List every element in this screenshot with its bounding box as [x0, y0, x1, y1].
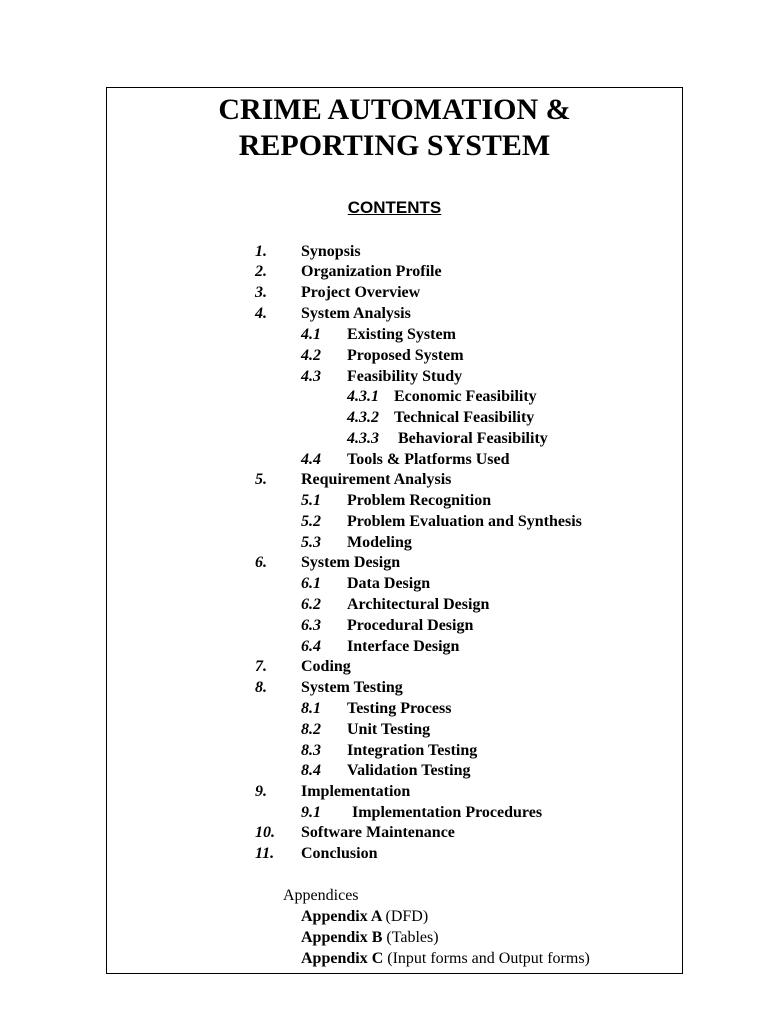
toc-number: 11.	[255, 845, 275, 862]
toc-label: Testing Process	[347, 700, 452, 717]
toc-number: 6.1	[301, 575, 321, 592]
toc-label: Synopsis	[301, 243, 361, 260]
toc-number: 10.	[255, 824, 275, 841]
appendix-detail: (Tables)	[386, 929, 439, 946]
title-line-1: CRIME AUTOMATION &	[218, 93, 571, 126]
appendix-entry	[301, 928, 439, 948]
toc-number: 5.2	[301, 513, 321, 530]
toc-number: 8.4	[301, 762, 321, 779]
toc-number: 8.1	[301, 700, 321, 717]
toc-number: 8.	[255, 679, 267, 696]
toc-label: Proposed System	[347, 347, 464, 364]
toc-label: Architectural Design	[347, 596, 490, 613]
appendix-name: Appendix C	[301, 950, 384, 967]
toc-number: 6.2	[301, 596, 321, 613]
appendix-entry	[301, 907, 428, 927]
toc-label: Behavioral Feasibility	[398, 430, 548, 447]
toc-label: Conclusion	[301, 845, 378, 862]
toc-number: 1.	[255, 243, 267, 260]
contents-heading: CONTENTS	[347, 198, 442, 217]
toc-number: 9.1	[301, 804, 321, 821]
toc-number: 7.	[255, 658, 267, 675]
toc-label: Interface Design	[347, 638, 460, 655]
toc-label: Integration Testing	[347, 742, 478, 759]
toc-number: 6.4	[301, 638, 321, 655]
toc-label: System Design	[301, 554, 401, 571]
toc-label: Organization Profile	[301, 263, 442, 280]
toc-number: 5.	[255, 471, 267, 488]
toc-label: Economic Feasibility	[394, 388, 537, 405]
toc-number: 8.2	[301, 721, 321, 738]
toc-number: 5.1	[301, 492, 321, 509]
toc-number: 9.	[255, 783, 267, 800]
toc-number: 3.	[255, 284, 267, 301]
toc-label: Implementation Procedures	[352, 804, 543, 821]
appendix-detail: (Input forms and Output forms)	[387, 950, 590, 967]
toc-number: 4.3.1	[347, 388, 379, 405]
toc-label: Requirement Analysis	[301, 471, 452, 488]
document-title	[106, 92, 683, 164]
toc-label: Data Design	[347, 575, 431, 592]
appendix-name: Appendix B	[301, 929, 383, 946]
appendix-name: Appendix A	[301, 908, 382, 925]
toc-number: 6.3	[301, 617, 321, 634]
toc-label: System Testing	[301, 679, 403, 696]
toc-label: Feasibility Study	[347, 368, 463, 385]
toc-label: Problem Recognition	[347, 492, 492, 509]
toc-label: Software Maintenance	[301, 824, 455, 841]
toc-number: 4.4	[301, 451, 321, 468]
toc-label: System Analysis	[301, 305, 411, 322]
toc-number: 4.2	[301, 347, 321, 364]
toc-label: Implementation	[301, 783, 411, 800]
toc-number: 4.3	[301, 368, 321, 385]
toc-label: Unit Testing	[347, 721, 431, 738]
toc-number: 2.	[255, 263, 267, 280]
toc-label: Technical Feasibility	[394, 409, 535, 426]
toc-number: 6.	[255, 554, 267, 571]
appendix-detail: (DFD)	[385, 908, 429, 925]
toc-label: Tools & Platforms Used	[347, 451, 510, 468]
toc-label: Problem Evaluation and Synthesis	[347, 513, 582, 530]
toc-number: 4.	[255, 305, 267, 322]
appendices-heading: Appendices	[283, 887, 359, 904]
toc-number: 4.3.3	[347, 430, 379, 447]
toc-number: 4.1	[301, 326, 321, 343]
toc-label: Modeling	[347, 534, 412, 551]
toc-number: 8.3	[301, 742, 321, 759]
toc-number: 4.3.2	[347, 409, 379, 426]
appendix-entry	[301, 949, 590, 969]
toc-label: Existing System	[347, 326, 456, 343]
toc-label: Procedural Design	[347, 617, 474, 634]
title-line-2: REPORTING SYSTEM	[238, 129, 551, 162]
toc-number: 5.3	[301, 534, 321, 551]
toc-label: Project Overview	[301, 284, 421, 301]
toc-label: Coding	[301, 658, 351, 675]
toc-label: Validation Testing	[347, 762, 471, 779]
